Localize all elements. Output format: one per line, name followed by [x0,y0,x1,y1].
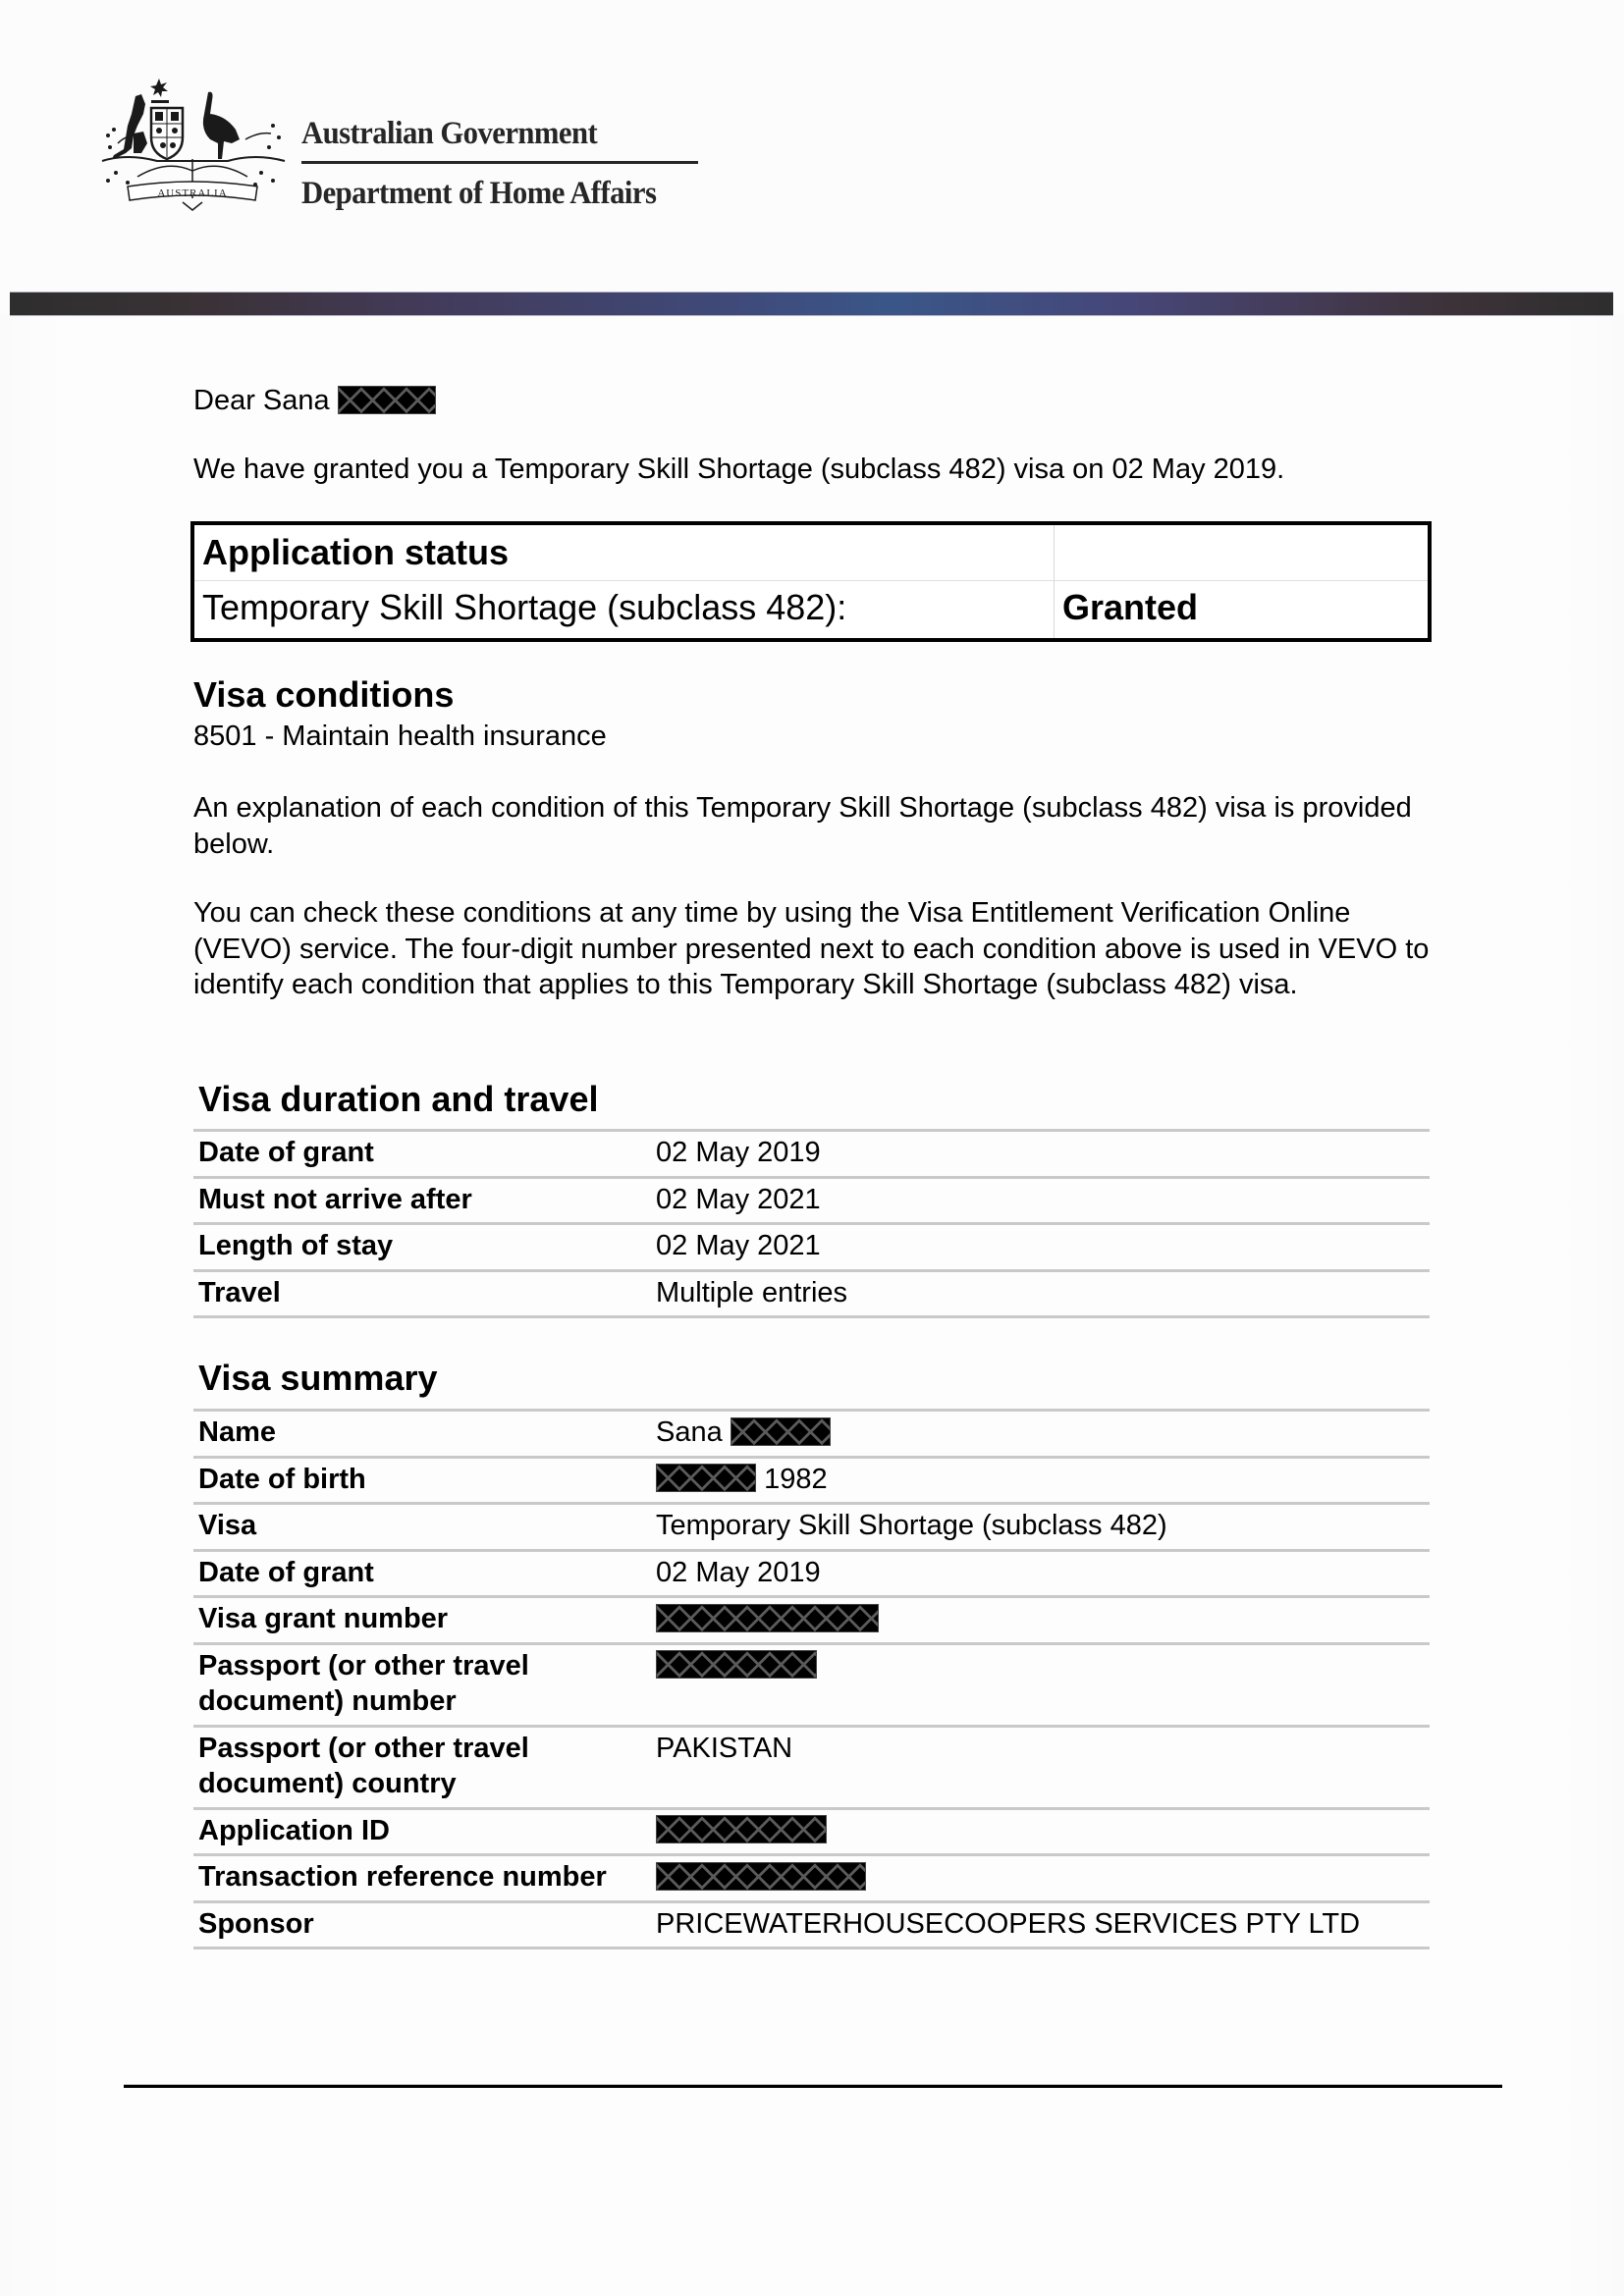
svg-text:AUSTRALIA: AUSTRALIA [157,187,228,199]
government-name: Australian Government [301,116,598,151]
table-row [193,1549,1430,1596]
row-value: PAKISTAN [656,1732,793,1764]
row-label: Visa grant number [198,1603,449,1634]
footer-rule [124,2084,1502,2088]
row-label: Visa [198,1510,257,1541]
visa-duration-table [193,1129,1430,1318]
row-value [656,1648,817,1683]
row-label: Name [198,1416,276,1448]
row-label: Passport (or other travel document) number [198,1649,529,1717]
table-row [193,1725,1430,1807]
row-value [656,1813,827,1848]
redacted-surname [731,1417,831,1446]
visa-conditions-heading: Visa conditions [193,674,455,715]
department-name: Department of Home Affairs [301,176,657,211]
visa-summary-table [193,1409,1430,1949]
row-label: Date of birth [198,1463,366,1495]
table-row [193,1129,1430,1176]
table-row [193,1502,1430,1549]
agency-title [301,114,700,213]
header-rule [301,161,698,164]
row-label: Application ID [198,1814,390,1846]
redacted-application-id [656,1815,827,1843]
status-badge: Granted [1062,587,1199,627]
row-label: Must not arrive after [198,1183,472,1215]
name-value: Sana [656,1416,723,1448]
row-label: Transaction reference number [198,1861,607,1893]
table-row [193,1853,1430,1900]
row-value [656,1859,866,1895]
redacted-surname [338,386,436,414]
redacted-grant-number [656,1604,879,1632]
row-value [656,1601,879,1636]
status-title: Application status [202,532,510,572]
table-row [193,1456,1430,1503]
application-status-box [190,521,1432,642]
row-value: 02 May 2019 [656,1137,821,1168]
vevo-note: You can check these conditions at any time by using the Visa Entitlement Verification Online (VEVO) service. The four-digit number presented next to each condition above is used in VEVO to identify each condition that applies to this Temporary Skill Shortage (subclass 482) visa. [193,897,1430,1000]
table-row [193,1409,1430,1456]
status-visa-label: Temporary Skill Shortage (subclass 482): [202,587,847,627]
redacted-birth-date [656,1464,756,1492]
row-value: Multiple entries [656,1276,848,1308]
row-label: Date of grant [198,1137,374,1168]
coat-of-arms-icon [98,75,287,214]
row-value: 02 May 2019 [656,1556,821,1588]
row-label: Travel [198,1276,281,1308]
row-value [656,1462,828,1497]
conditions-explanation: An explanation of each condition of this Temporary Skill Shortage (subclass 482) visa is provided below. [193,792,1412,860]
condition-item: 8501 - Maintain health insurance [193,721,607,752]
table-row [193,1900,1430,1950]
row-label: Passport (or other travel document) country [198,1732,529,1799]
row-label: Date of grant [198,1556,374,1588]
row-value: Temporary Skill Shortage (subclass 482) [656,1510,1167,1541]
table-row [193,1222,1430,1269]
row-value [656,1415,831,1450]
visa-duration-heading: Visa duration and travel [198,1079,599,1119]
table-row [193,1807,1430,1854]
salutation [193,383,436,418]
birth-year: 1982 [764,1463,828,1495]
row-label: Sponsor [198,1907,314,1940]
redacted-passport-number [656,1650,817,1679]
table-row [193,1595,1430,1642]
redacted-transaction-reference [656,1862,866,1891]
visa-summary-heading: Visa summary [198,1358,438,1398]
status-row-divider [194,580,1428,581]
grant-sentence: We have granted you a Temporary Skill Shortage (subclass 482) visa on 02 May 2019. [193,454,1285,485]
table-row [193,1176,1430,1223]
table-row [193,1642,1430,1725]
status-column-divider [1054,525,1055,638]
row-label: Length of stay [198,1230,394,1261]
table-row [193,1269,1430,1319]
header-band [10,292,1613,316]
salutation-text: Dear Sana [193,385,330,416]
row-value: PRICEWATERHOUSECOOPERS SERVICES PTY LTD [656,1907,1361,1940]
row-value: 02 May 2021 [656,1183,821,1215]
row-value: 02 May 2021 [656,1230,821,1261]
